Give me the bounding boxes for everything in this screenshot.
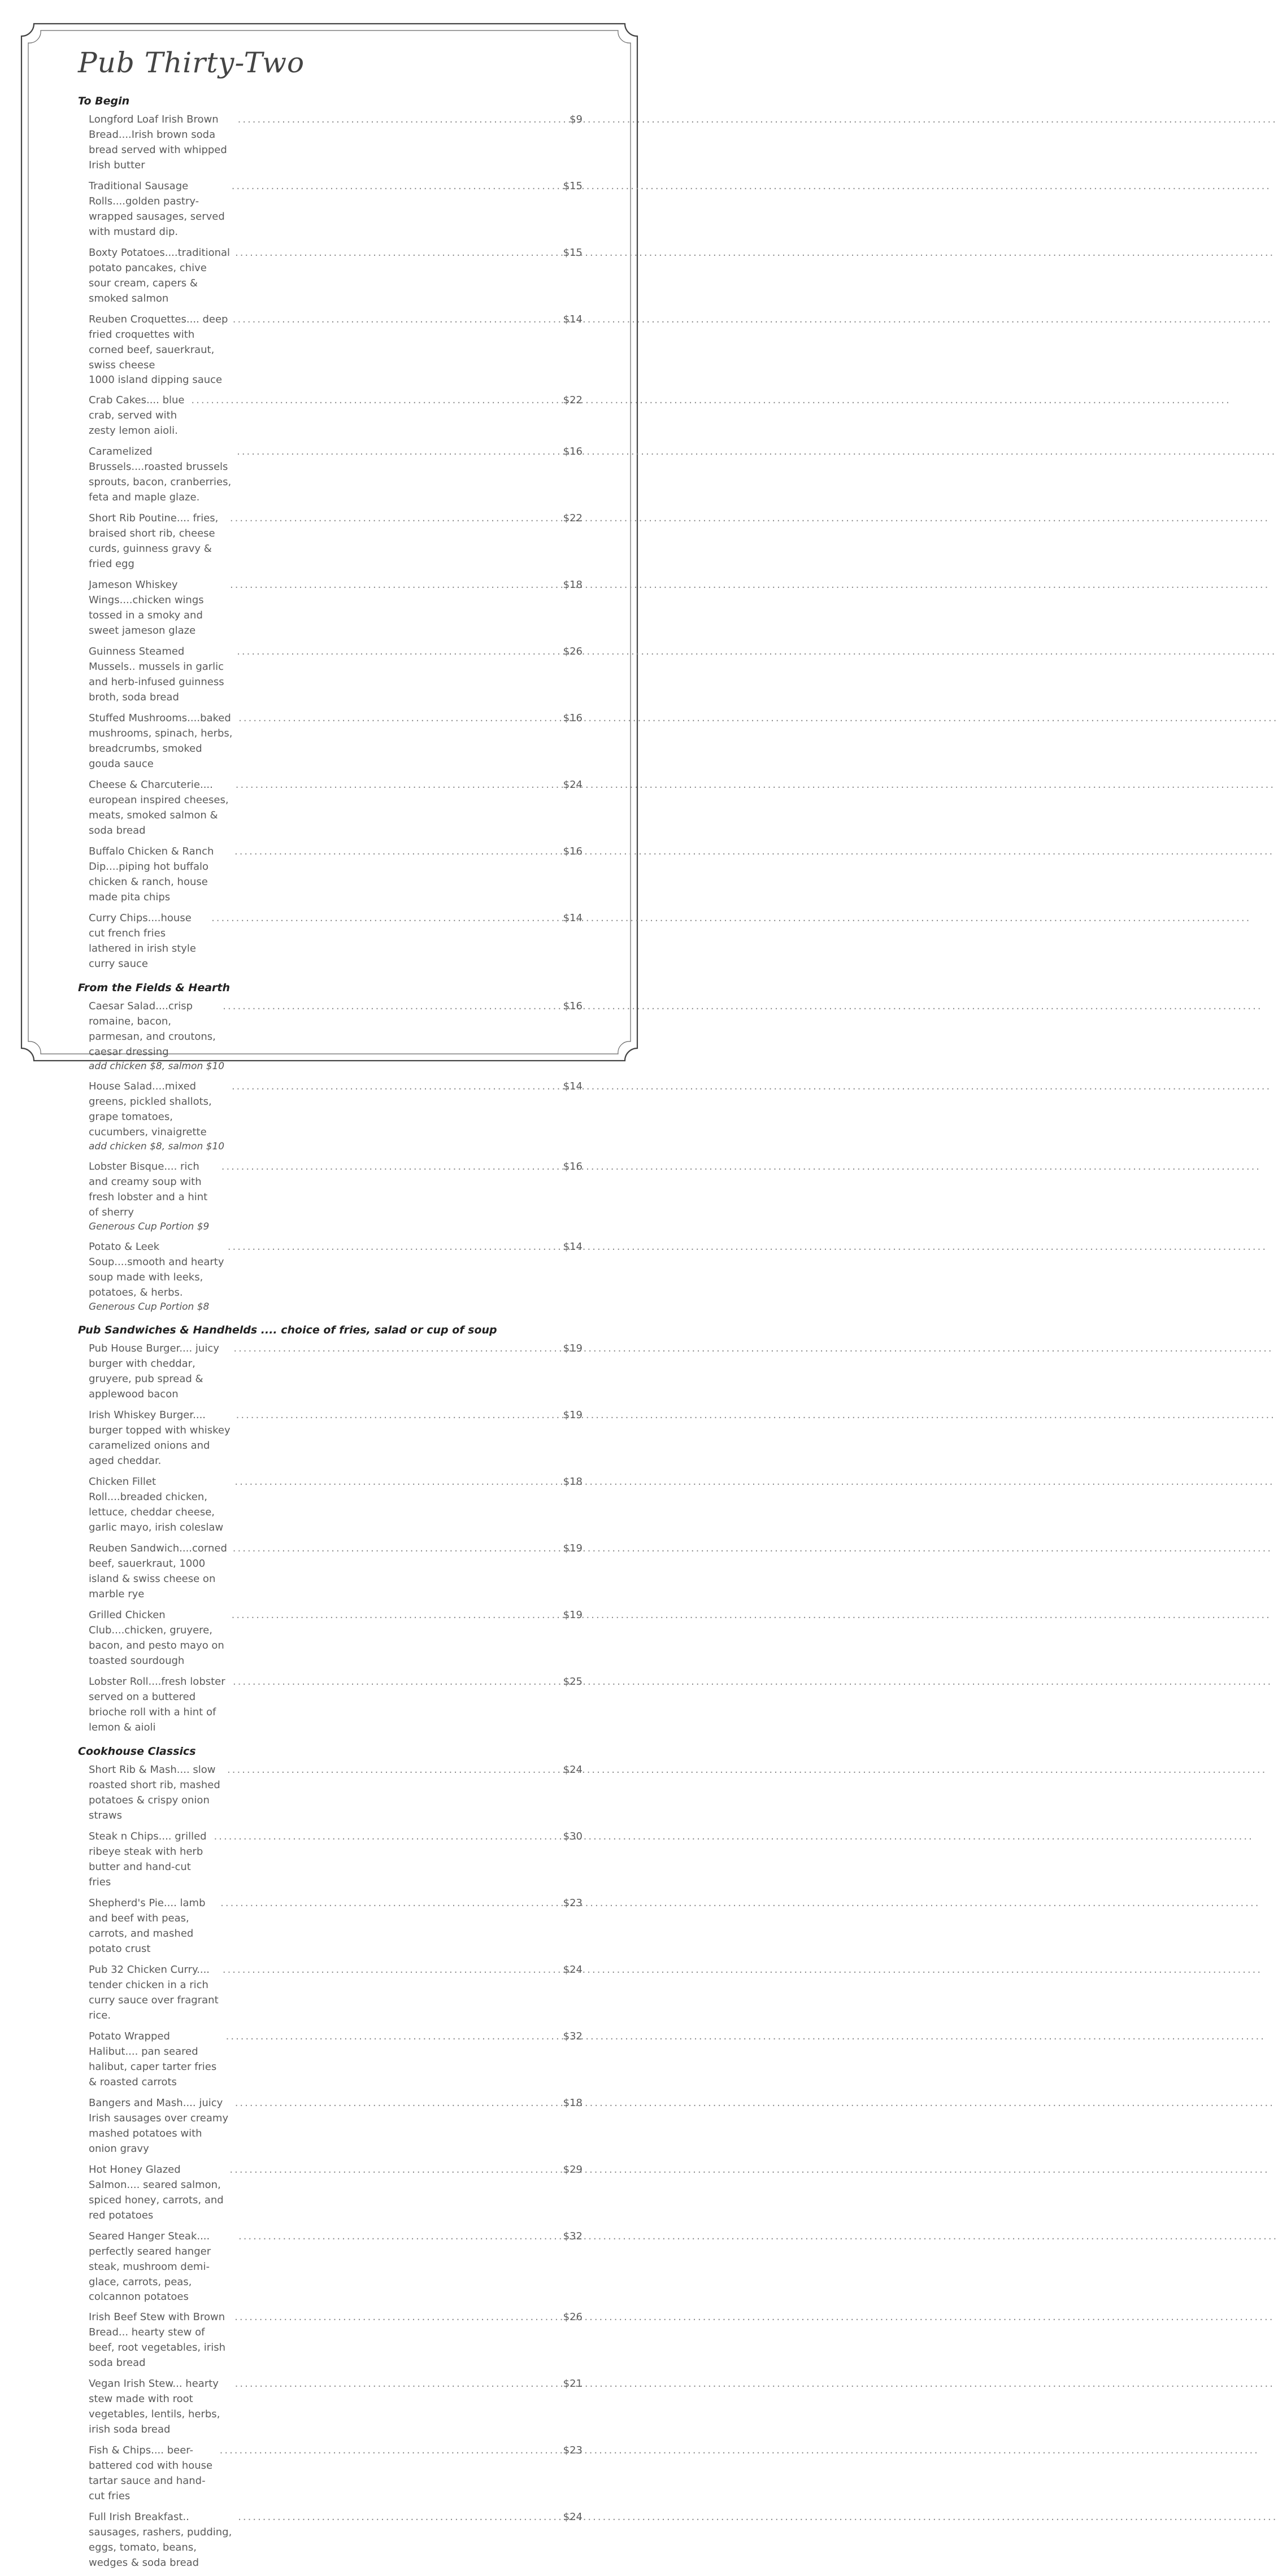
menu-item-description: Potato Wrapped Halibut.... pan seared halibut, caper tarter fries & roasted carrots [89,2030,217,2088]
menu-item [78,245,583,306]
dot-leader [228,1239,560,1254]
menu-item [78,444,583,505]
menu-item [78,2443,583,2504]
menu-item-description: Boxty Potatoes....traditional potato pancakes, chive sour cream, capers & smoked salmon [89,247,231,304]
menu-item-price: $21 [563,2378,583,2390]
menu-section [78,93,583,971]
menu-item-price: $16 [563,845,583,857]
menu-item-description: Guinness Steamed Mussels.. mussels in garlic and herb-infused guinness broth, soda bread [89,646,224,703]
menu-item-row [89,2229,583,2290]
menu-item-price: $22 [563,512,583,524]
dot-leader [237,644,559,659]
menu-item-price: $29 [563,2164,583,2176]
menu-item-row [89,2029,583,2090]
menu-item-row [89,1541,583,1602]
menu-section [78,979,583,1314]
menu-item-row [89,1674,583,1735]
menu-item-price: $26 [563,646,583,657]
menu-item-price: $16 [563,446,583,457]
menu-item [78,2229,583,2304]
menu-item [78,2309,583,2370]
menu-item-description: Short Rib Poutine.... fries, braised short rib, cheese curds, guinness gravy & fried egg [89,512,219,570]
menu-item-description: Seared Hanger Steak.... perfectly seared hanger steak, mushroom demi-glace, carrots, peas, [89,2230,211,2288]
menu-item-description: Pub 32 Chicken Curry.... tender chicken in a rich curry sauce over fragrant rice. [89,1964,219,2021]
menu-item [78,1341,583,1402]
menu-item-description: Full Irish Breakfast.. sausages, rashers, pudding, eggs, tomato, beans, wedges & soda bread [89,2511,232,2569]
menu-item-row [89,1962,583,2023]
dot-leader [238,2229,560,2244]
menu-item-row [89,1079,583,1140]
menu-item-price: $30 [563,1830,583,1842]
menu-item-description: House Salad....mixed greens, pickled shallots, grape tomatoes, cucumbers, vinaigrette [89,1080,212,1138]
section-title: From the Fields & Hearth [78,982,231,994]
menu-item [78,1962,583,2023]
menu-item-price: $24 [563,779,583,791]
menu-item [78,1674,583,1735]
dot-leader [227,1762,560,1777]
menu-item-row [89,178,583,239]
menu-item-row [89,910,583,971]
menu-item-price: $18 [563,579,583,591]
menu-item-description: Potato & Leek Soup....smooth and hearty soup made with leeks, potatoes, & herbs. [89,1241,224,1298]
dot-leader [234,844,560,859]
menu-item [78,1474,583,1535]
menu-item-price: $19 [563,1609,583,1621]
menu-item-row [89,777,583,838]
menu-item [78,1762,583,1823]
menu-sections [78,93,583,2570]
dot-leader [233,1541,560,1556]
menu-item-row [89,2162,583,2223]
menu-item-price: $16 [563,712,583,724]
menu-item-price: $26 [563,2311,583,2323]
menu-item [78,112,583,173]
menu-item-row [89,2509,583,2570]
menu-item-price: $24 [563,2511,583,2523]
menu-item-description: Chicken Fillet Roll....breaded chicken, lettuce, cheddar cheese, garlic mayo, irish coleslaw [89,1476,224,1533]
dot-leader [214,1829,560,1844]
menu-item [78,2162,583,2223]
menu-item-description: Reuben Croquettes.... deep fried croquettes with corned beef, sauerkraut, swiss cheese [89,313,228,371]
menu-item-description-continued: 1000 island dipping sauce [89,374,223,386]
dot-leader [232,1607,560,1623]
menu-item [78,1239,583,1314]
menu-item-note: Generous Cup Portion $9 [89,1221,210,1232]
menu-item [78,777,583,838]
dot-leader [233,1341,559,1356]
dot-leader [238,112,566,127]
dot-leader [232,178,560,194]
menu-item [78,2029,583,2090]
menu-item-description: Grilled Chicken Club....chicken, gruyere, bacon, and pesto mayo on toasted sourdough [89,1609,224,1667]
menu-item [78,511,583,572]
menu-item-description: Buffalo Chicken & Ranch Dip....piping hot buffalo chicken & ranch, house made pita chips [89,845,214,903]
dot-leader [235,2376,560,2391]
menu-item-price: $16 [563,1000,583,1012]
menu-item-row [89,2309,583,2370]
menu-item [78,1159,583,1233]
menu-item-description: Short Rib & Mash.... slow roasted short rib, mashed potatoes & crispy onion straws [89,1764,220,1821]
menu-item-price: $19 [563,1409,583,1421]
menu-item-row [89,1895,583,1956]
menu-item-description: Steak n Chips.... grilled ribeye steak with herb butter and hand-cut fries [89,1830,207,1888]
menu-item-row [89,393,583,438]
menu-item-row [89,1407,583,1468]
menu-item-price: $23 [563,2444,583,2456]
dot-leader [223,999,559,1014]
menu-section [78,1322,583,1735]
menu-item [78,2095,583,2156]
menu-item-price: $14 [563,1080,583,1092]
menu-item-price: $32 [563,2230,583,2242]
menu-item [78,711,583,772]
menu-item-row [89,444,583,505]
dot-leader [233,1674,560,1689]
menu-item-row [89,1474,583,1535]
menu-item-description: Bangers and Mash.... juicy Irish sausages over creamy mashed potatoes with onion gravy [89,2097,229,2155]
menu-item [78,910,583,971]
menu-item-description: Curry Chips....house cut french fries lathered in irish style curry sauce [89,912,197,970]
menu-item [78,2376,583,2437]
menu-item-row [89,1607,583,1668]
menu-item-price: $15 [563,247,583,259]
menu-item-description: Shepherd's Pie.... lamb and beef with peas, carrots, and mashed potato crust [89,1897,206,1955]
menu-item-row [89,2443,583,2504]
menu-item-row [89,112,583,173]
menu-item-row [89,511,583,572]
menu-item-row [89,844,583,905]
menu-content [78,41,583,2576]
dot-leader [223,1962,560,1977]
menu-item-row [89,711,583,772]
menu-item-description: Longford Loaf Irish Brown Bread....Irish brown soda bread served with whipped Irish butter [89,114,227,171]
menu-item-price: $16 [563,1161,583,1173]
menu-item [78,577,583,638]
menu-item [78,312,583,387]
menu-item [78,178,583,239]
menu-item-row [89,1762,583,1823]
dot-leader [226,2029,560,2044]
menu-item-description: Jameson Whiskey Wings....chicken wings tossed in a smoky and sweet jameson glaze [89,579,204,637]
menu-item-price: $18 [563,2097,583,2109]
menu-item-note: add chicken $8, salmon $10 [89,1141,225,1152]
menu-item [78,1541,583,1602]
menu-item-price: $25 [563,1676,583,1688]
menu-item-price: $15 [563,180,583,192]
dot-leader [220,2443,560,2458]
menu-item [78,999,583,1073]
dot-leader [234,2309,560,2325]
menu-item-description: Hot Honey Glazed Salmon.... seared salmon, spiced honey, carrots, and red potatoes [89,2164,224,2221]
menu-item-description: Caramelized Brussels....roasted brussels sprouts, bacon, cranberries, feta and maple glaze. [89,446,232,503]
dot-leader [238,711,559,726]
menu-section [78,1743,583,2570]
menu-item-row [89,1341,583,1402]
menu-item-price: $14 [563,1241,583,1253]
dot-leader [230,511,560,526]
menu-item-description-continued: colcannon potatoes [89,2291,189,2303]
dot-leader [236,1407,560,1423]
dot-leader [236,777,560,792]
menu-item-price: $9 [570,114,583,125]
menu-item [78,644,583,705]
dot-leader [235,245,560,260]
dot-leader [238,2509,559,2525]
dot-leader [237,444,560,459]
menu-item-description: Lobster Roll....fresh lobster served on a buttered brioche roll with a hint of lemon & aioli [89,1676,225,1733]
menu-item-note: add chicken $8, salmon $10 [89,1061,225,1072]
menu-item [78,1407,583,1468]
section-title: Pub Sandwiches & Handhelds .... choice of fries, salad or cup of soup [78,1324,497,1336]
menu-item-price: $19 [563,1542,583,1554]
dot-leader [191,393,559,408]
restaurant-title: Pub Thirty-Two [78,46,305,79]
menu-item [78,1607,583,1668]
dot-leader [211,910,560,926]
menu-item-description: Lobster Bisque.... rich and creamy soup with fresh lobster and a hint of sherry [89,1161,208,1218]
section-title: Cookhouse Classics [78,1745,196,1758]
dot-leader [234,1474,559,1489]
menu-item-description: Stuffed Mushrooms....baked mushrooms, spinach, herbs, breadcrumbs, smoked gouda sauce [89,712,233,770]
menu-item-price: $18 [563,1476,583,1488]
menu-item-row [89,2095,583,2156]
menu-item-price: $24 [563,1764,583,1776]
menu-item [78,393,583,438]
menu-item-row [89,312,583,373]
dot-leader [235,2095,560,2111]
menu-item-description: Pub House Burger.... juicy burger with cheddar, gruyere, pub spread & applewood bacon [89,1343,219,1400]
menu-item-price: $32 [563,2030,583,2042]
menu-item-price: $19 [563,1343,583,1354]
menu-item-price: $22 [563,394,583,406]
dot-leader [230,577,560,592]
dot-leader [229,2162,559,2177]
dot-leader [221,1159,560,1174]
menu-item [78,1829,583,1890]
menu-item-description: Fish & Chips.... beer-battered cod with house tartar sauce and hand-cut fries [89,2444,213,2502]
menu-item-row [89,999,583,1060]
dot-leader [232,1079,560,1094]
menu-item-description: Traditional Sausage Rolls....golden pastry-wrapped sausages, served with mustard dip. [89,180,225,238]
menu-item-description: Irish Whiskey Burger.... burger topped with whiskey caramelized onions and aged cheddar. [89,1409,231,1467]
menu-item-description: Cheese & Charcuterie.... european inspired cheeses, meats, smoked salmon & soda bread [89,779,229,836]
menu-item-description: Crab Cakes.... blue crab, served with zesty lemon aioli. [89,394,185,437]
menu-item-description: Irish Beef Stew with Brown Bread... hearty stew of beef, root vegetables, irish soda bread [89,2311,225,2369]
menu-item [78,2509,583,2570]
menu-item-row [89,644,583,705]
section-title: To Begin [78,95,130,107]
menu-item-row [89,1159,583,1220]
menu-item-row [89,577,583,638]
menu-item-description: Reuben Sandwich....corned beef, sauerkraut, 1000 island & swiss cheese on marble rye [89,1542,227,1600]
menu-item [78,1895,583,1956]
menu-item-row [89,245,583,306]
menu-item-note: Generous Cup Portion $8 [89,1301,210,1313]
menu-item-price: $24 [563,1964,583,1976]
menu-item-row [89,1239,583,1300]
menu-item [78,1079,583,1153]
menu-item-price: $14 [563,313,583,325]
menu-item-description: Vegan Irish Stew... hearty stew made with root vegetables, lentils, herbs, irish soda bread [89,2378,220,2435]
menu-item-row [89,2376,583,2437]
menu-item-price: $14 [563,912,583,924]
menu-item [78,844,583,905]
menu-item-row [89,1829,583,1890]
menu-item-price: $23 [563,1897,583,1909]
menu-item-description: Caesar Salad....crisp romaine, bacon, parmesan, and croutons, caesar dressing [89,1000,216,1058]
dot-leader [220,1895,559,1911]
dot-leader [233,312,560,327]
